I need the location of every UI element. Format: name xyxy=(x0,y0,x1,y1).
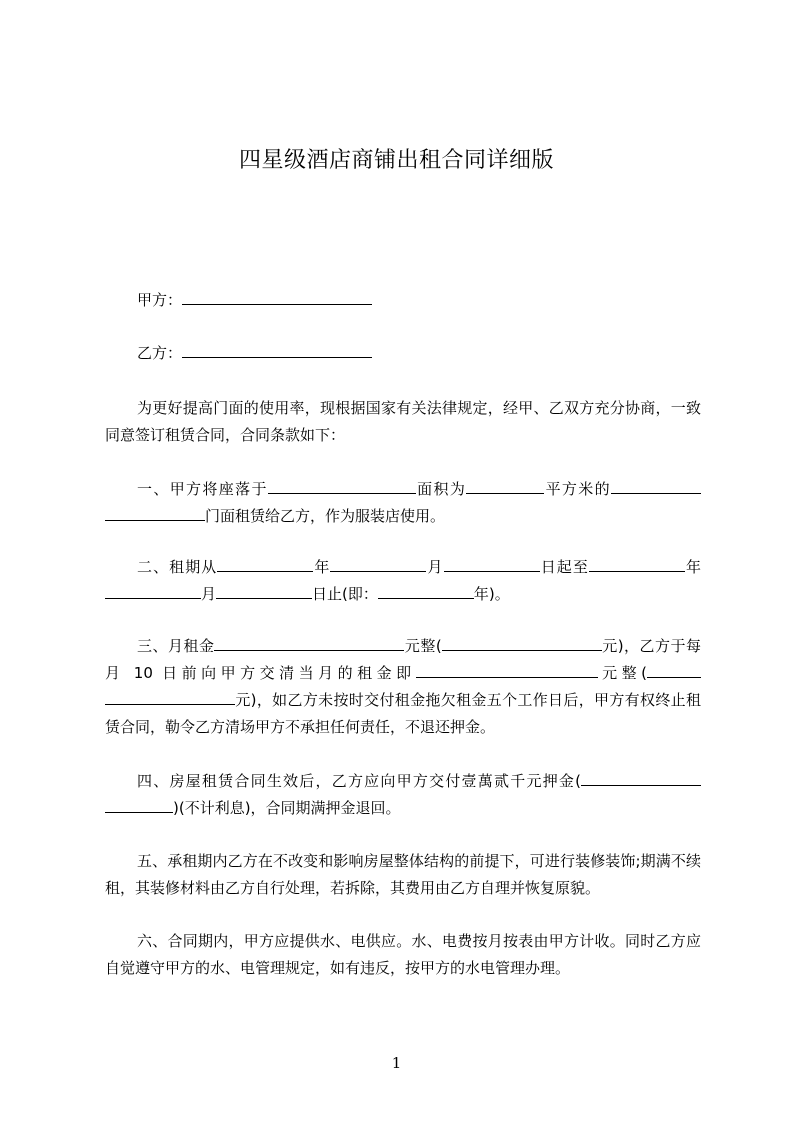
clause-2-text: 日起至 xyxy=(539,558,589,576)
intro-paragraph: 为更好提高门面的使用率，现根据国家有关法律规定，经甲、乙双方充分协商，一致同意签订租赁合同，合同条款如下： xyxy=(105,399,701,444)
clause-2-text: 年)。 xyxy=(473,585,510,603)
party-b-label: 乙方： xyxy=(137,344,183,362)
clause-3-text: 元)，乙方于每月 10 日前向甲方交清当月的租金即 xyxy=(105,637,701,682)
document-title: 四星级酒店商铺出租合同详细版 xyxy=(238,148,554,173)
shop-blank-2 xyxy=(105,505,205,521)
monthly-rent-blank xyxy=(416,662,598,678)
area-blank xyxy=(466,478,544,494)
rent-words-blank xyxy=(442,635,602,651)
clause-2-text: 年 xyxy=(313,558,331,576)
party-b-line xyxy=(105,340,701,367)
clause-1-text: 平方米的 xyxy=(544,480,611,498)
clause-1-text: 门面租赁给乙方，作为服装店使用。 xyxy=(205,507,446,525)
deposit-blank xyxy=(581,770,701,786)
end-day-blank xyxy=(216,583,312,599)
start-day-blank xyxy=(444,556,540,572)
clause-2-text: 月 xyxy=(201,585,217,603)
clause-1-text: 面积为 xyxy=(415,480,467,498)
clause-3-text: 元整( xyxy=(597,664,647,682)
rent-amount-blank xyxy=(214,635,404,651)
clause-3-text: 三、月租金 xyxy=(137,637,215,655)
party-b-blank xyxy=(182,342,372,358)
clause-1 xyxy=(105,476,701,530)
clause-6: 六、合同期内，甲方应提供水、电供应。水、电费按月按表由甲方计收。同时乙方应自觉遵守甲方的水、电管理规定，如有违反，按甲方的水电管理办理。 xyxy=(105,932,701,977)
location-blank xyxy=(268,478,416,494)
monthly-rent-words-blank xyxy=(647,662,701,678)
deposit-blank-2 xyxy=(105,797,173,813)
clause-1-text: 一、甲方将座落于 xyxy=(137,480,268,498)
clause-4 xyxy=(105,768,701,822)
end-year-blank xyxy=(589,556,685,572)
party-a-blank xyxy=(182,289,372,305)
clause-3-text: 元整( xyxy=(404,637,442,655)
clause-4-text: )(不计利息)，合同期满押金退回。 xyxy=(173,799,401,817)
party-a-label: 甲方： xyxy=(137,291,183,309)
clause-2-text: 月 xyxy=(426,558,444,576)
clause-4-text: 四、房屋租赁合同生效后，乙方应向甲方交付壹萬贰千元押金( xyxy=(137,772,581,790)
monthly-rent-words-blank-2 xyxy=(105,689,235,705)
clause-3-text: 元)，如乙方未按时交付租金拖欠租金五个工作日后，甲方有权终止租赁合同，勒令乙方清场甲方不承担任何责任，不退还押金。 xyxy=(105,691,701,736)
clause-2 xyxy=(105,554,701,608)
page-number: 1 xyxy=(391,1054,402,1072)
clause-2-text: 二、租期从 xyxy=(137,558,218,576)
shop-blank xyxy=(611,478,701,494)
start-year-blank xyxy=(217,556,313,572)
term-years-blank xyxy=(378,583,474,599)
start-month-blank xyxy=(330,556,426,572)
clause-2-text: 日止(即： xyxy=(312,585,378,603)
clause-5: 五、承租期内乙方在不改变和影响房屋整体结构的前提下，可进行装修装饰;期满不续租，其装修材料由乙方自行处理，若拆除，其费用由乙方自理并恢复原貌。 xyxy=(105,852,701,897)
clause-3 xyxy=(105,633,701,741)
end-month-blank xyxy=(105,583,201,599)
clause-2-text: 年 xyxy=(684,558,701,576)
party-a-line xyxy=(105,287,701,314)
